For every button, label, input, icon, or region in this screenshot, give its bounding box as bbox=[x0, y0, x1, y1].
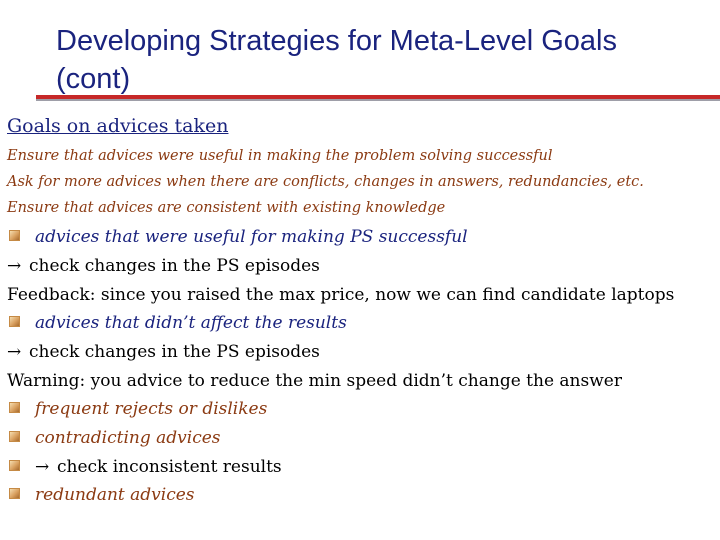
arrow-right-icon: → bbox=[7, 256, 22, 276]
square-bullet-icon bbox=[9, 460, 20, 471]
note-line-3: Ensure that advices are consistent with existing knowledge bbox=[7, 200, 446, 216]
bullet-item-2 bbox=[9, 311, 347, 335]
bullet-item-2-text: advices that didn’t affect the results bbox=[35, 313, 347, 333]
warning-line: Warning: you advice to reduce the min speed didn’t change the answer bbox=[7, 371, 622, 391]
bullet-item-3 bbox=[9, 397, 267, 421]
square-bullet-icon bbox=[9, 316, 20, 327]
arrow-line-1 bbox=[7, 254, 320, 278]
bullet-item-1 bbox=[9, 225, 468, 249]
section-heading: Goals on advices taken bbox=[7, 115, 229, 137]
arrow-right-icon: → bbox=[7, 342, 22, 362]
note-line-2: Ask for more advices when there are conflicts, changes in answers, redundancies, etc. bbox=[7, 174, 644, 190]
bullet-item-4 bbox=[9, 426, 221, 450]
arrow-line-2 bbox=[7, 340, 320, 364]
bullet-item-3-text: frequent rejects or dislikes bbox=[35, 399, 268, 419]
bullet-item-4-text: contradicting advices bbox=[35, 428, 221, 448]
title-underline-grey bbox=[36, 99, 720, 101]
square-bullet-icon bbox=[9, 230, 20, 241]
feedback-line: Feedback: since you raised the max price, now we can find candidate laptops bbox=[7, 285, 675, 305]
square-bullet-icon bbox=[9, 431, 20, 442]
title-line-2: (cont) bbox=[56, 63, 131, 95]
square-bullet-icon bbox=[9, 488, 20, 499]
arrow-line-2-text: check changes in the PS episodes bbox=[29, 342, 320, 362]
slide-title bbox=[56, 22, 706, 98]
bullet-item-6 bbox=[9, 483, 195, 507]
title-line-1: Developing Strategies for Meta-Level Goals bbox=[56, 25, 617, 57]
bullet-item-1-text: advices that were useful for making PS successful bbox=[35, 227, 468, 247]
arrow-right-icon: → bbox=[35, 457, 50, 477]
bullet-item-5 bbox=[9, 455, 282, 479]
square-bullet-icon bbox=[9, 402, 20, 413]
arrow-line-1-text: check changes in the PS episodes bbox=[29, 256, 320, 276]
bullet-item-5-text: check inconsistent results bbox=[57, 457, 282, 477]
note-line-1: Ensure that advices were useful in making the problem solving successful bbox=[7, 148, 553, 164]
bullet-item-6-text: redundant advices bbox=[35, 485, 195, 505]
